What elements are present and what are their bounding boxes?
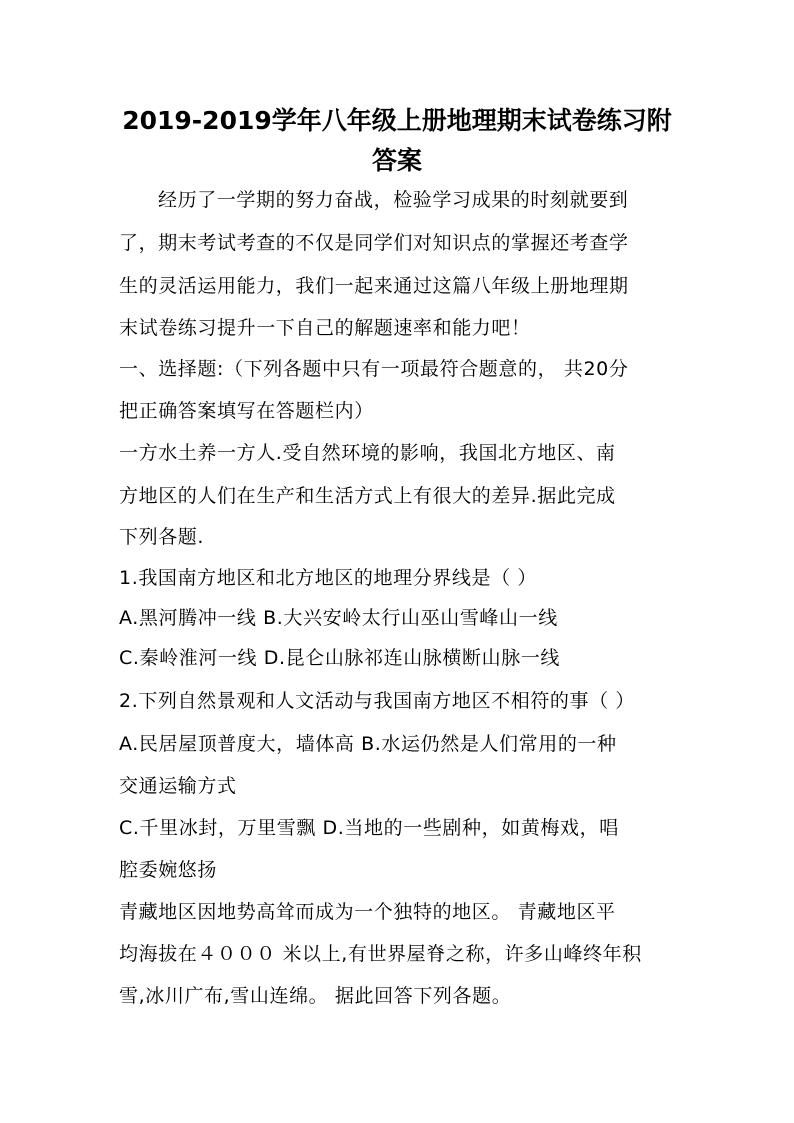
paragraph-line: 生的灵活运用能力，我们一起来通过这篇八年级上册地理期 (119, 275, 629, 297)
paragraph-line: 下列各题. (119, 526, 205, 548)
paragraph-line: 方地区的人们在生产和生活方式上有很大的差异.据此完成 (119, 485, 616, 507)
paragraph-line: 均海拔在４０００ 米以上,有世界屋脊之称，许多山峰终年积 (119, 943, 642, 965)
paragraph-line: 了，期末考试考查的不仅是同学们对知识点的掌握还考查学 (119, 232, 629, 254)
question-line: 1.我国南方地区和北方地区的地理分界线是（ ） (119, 567, 537, 589)
document-title-line-1: 2019-2019学年八年级上册地理期末试卷练习附 (122, 106, 672, 135)
question-option-line: A.民居屋顶普度大，墙体高 B.水运仍然是人们常用的一种 (119, 733, 617, 755)
question-option-line: A.黑河腾冲一线 B.大兴安岭太行山巫山雪峰山一线 (119, 607, 558, 629)
section-heading-line: 一、选择题:（下列各题中只有一项最符合题意的， 共20分 (119, 358, 629, 380)
question-line: 2.下列自然景观和人文活动与我国南方地区不相符的事（ ） (119, 690, 635, 712)
paragraph-line: 雪,冰川广布,雪山连绵。 据此回答下列各题。 (119, 985, 512, 1007)
paragraph-line: 经历了一学期的努力奋战，检验学习成果的时刻就要到 (158, 189, 629, 211)
document-title-line-2: 答案 (371, 146, 422, 175)
paragraph-line: 末试卷练习提升一下自己的解题速率和能力吧！ (119, 317, 531, 339)
question-option-line: 腔委婉悠扬 (119, 859, 218, 881)
paragraph-line: 一方水土养一方人.受自然环境的影响，我国北方地区、南 (119, 442, 616, 464)
section-heading-line: 把正确答案填写在答题栏内） (119, 400, 374, 422)
question-option-line: C.千里冰封，万里雪飘 D.当地的一些剧种，如黄梅戏，唱 (119, 817, 619, 839)
paragraph-line: 青藏地区因地势高耸而成为一个独特的地区。 青藏地区平 (119, 901, 616, 923)
question-option-line: C.秦岭淮河一线 D.昆仑山脉祁连山脉横断山脉一线 (119, 647, 561, 669)
question-option-line: 交通运输方式 (119, 775, 237, 797)
